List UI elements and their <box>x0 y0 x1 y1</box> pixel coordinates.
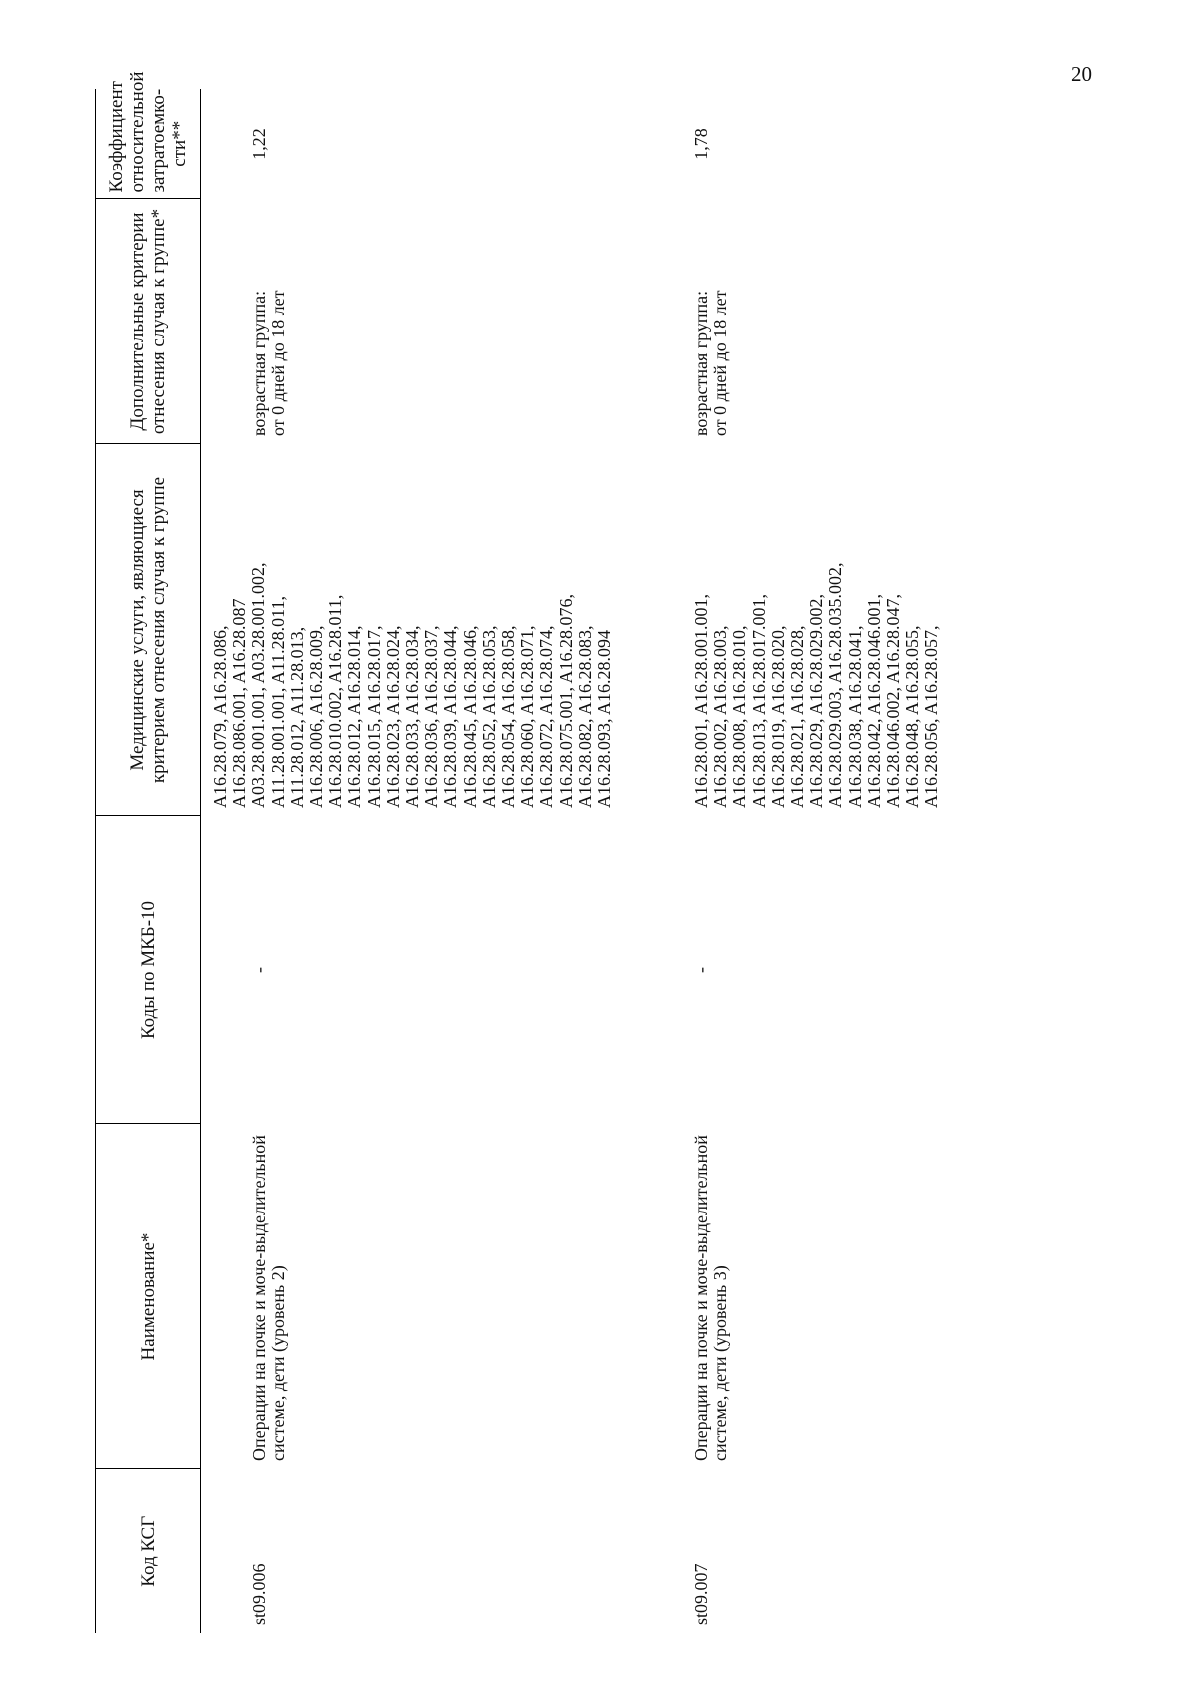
row-name: Операции на почке и моче-выделительной системе, дети (уровень 3) <box>691 1135 731 1461</box>
header-coefficient: Коэффициент относительной затратоемко-сти** <box>96 89 201 199</box>
row-mkb: - <box>249 967 269 973</box>
header-ksg-code: Код КСГ <box>96 1469 201 1633</box>
header-extra-criteria: Дополнительные критерии отнесения случая к группе* <box>96 199 201 444</box>
page-number: 20 <box>1071 62 1092 86</box>
row-coefficient: 1,22 <box>249 128 269 160</box>
row-code: st09.006 <box>249 1563 269 1625</box>
table-row <box>201 89 691 1633</box>
header-mkb-codes: Коды по МКБ-10 <box>96 816 201 1124</box>
row-services-list: A16.28.001, A16.28.001.001, A16.28.002, A16.28.003, A16.28.008, A16.28.010, A16.28.013, A16.28.017.001, A16.28.019, A16.28.020, A16.28.021, A16.28.028, A16.28.029, A16.28.029.002, A16.28.029.003, A16.28.035.002, A16.28.038, A16.28.041, A16.28.042, A16.28.046.001, A16.28.046.002, A16.28.047, A16.28.048, A16.28.055, A16.28.056, A16.28.057, <box>691 562 942 808</box>
row-services <box>201 444 691 816</box>
rotated-table-container <box>95 71 1122 1633</box>
table-row <box>690 89 942 1633</box>
row-coefficient: 1,78 <box>691 128 711 160</box>
row-extra-criteria: возрастная группа: от 0 дней до 18 лет <box>249 290 289 436</box>
ksg-table <box>95 71 942 1633</box>
row-name: Операции на почке и моче-выделительной системе, дети (уровень 2) <box>249 1135 289 1461</box>
header-medical-services: Медицинские услуги, являющиеся критерием отнесения случая к группе <box>96 444 201 816</box>
row-code: st09.007 <box>691 1563 711 1625</box>
row-mkb: - <box>691 967 711 973</box>
table-header-row <box>96 89 201 1633</box>
row-extra-criteria: возрастная группа: от 0 дней до 18 лет <box>691 290 731 436</box>
row-services-lead: A16.28.079, A16.28.086, A16.28.086.001, A16.28.087 <box>210 598 250 808</box>
header-name: Наименование* <box>96 1124 201 1469</box>
row-services-list: A03.28.001.001, A03.28.001.002, A11.28.001.001, A11.28.011, A11.28.012, A11.28.013, A16.28.006, A16.28.009, A16.28.010.002, A16.28.011, A16.28.012, A16.28.014, A16.28.015, A16.28.017, A16.28.023, A16.28.024, A16.28.033, A16.28.034, A16.28.036, A16.28.037, A16.28.039, A16.28.044, A16.28.045, A16.28.046, A16.28.052, A16.28.053, A16.28.054, A16.28.058, A16.28.060, A16.28.071, A16.28.072, A16.28.074, A16.28.075.001, A16.28.076, A16.28.082, A16.28.083, A16.28.093, A16.28.094 <box>248 562 615 808</box>
